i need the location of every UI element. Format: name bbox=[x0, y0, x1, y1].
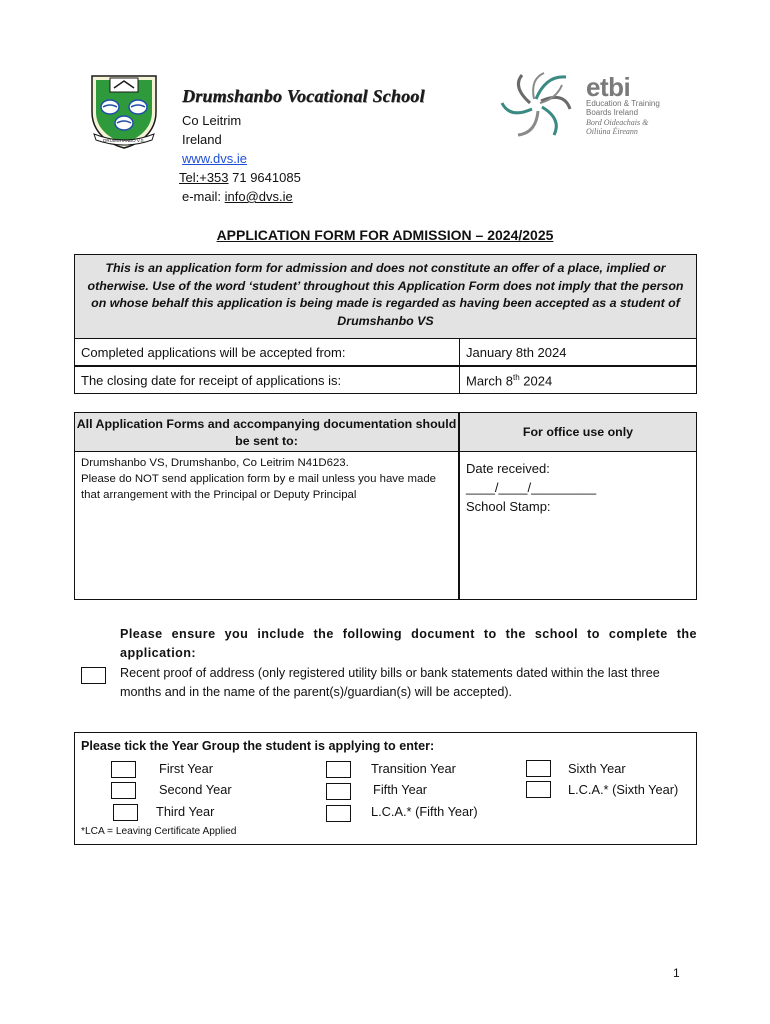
crest-motto: DRUMSHANBO V.S. bbox=[103, 138, 145, 143]
etbi-swirl-logo bbox=[498, 70, 574, 140]
telephone-prefix[interactable]: Tel:+353 bbox=[179, 170, 229, 185]
accepted-from-row bbox=[74, 338, 697, 366]
email-submission-note: Please do NOT send application form by e mail unless you have made that arrangement with the Principal or Deputy Principal bbox=[81, 473, 436, 501]
fifth-year-checkbox[interactable] bbox=[326, 783, 351, 800]
year-group-title: Please tick the Year Group the student is applying to enter: bbox=[81, 739, 435, 753]
second-year-label: Second Year bbox=[159, 782, 232, 797]
address-country: Ireland bbox=[182, 132, 222, 147]
send-to-table bbox=[74, 412, 697, 600]
email-prefix: e-mail: bbox=[182, 189, 225, 204]
etbi-name-irish-1: Bord Oideachais & bbox=[586, 118, 649, 127]
lca-sixth-year-checkbox[interactable] bbox=[526, 781, 551, 798]
school-name: Drumshanbo Vocational School bbox=[182, 86, 425, 106]
date-received-field[interactable]: ____/____/_________ bbox=[466, 480, 597, 495]
email bbox=[182, 187, 293, 206]
website-link[interactable]: www.dvs.ie bbox=[182, 151, 248, 166]
first-year-checkbox[interactable] bbox=[111, 761, 136, 778]
closing-date-value: March 8th 2024 bbox=[466, 373, 553, 389]
first-year-label: First Year bbox=[159, 761, 214, 776]
sixth-year-label: Sixth Year bbox=[568, 761, 626, 776]
page-number: 1 bbox=[673, 966, 680, 980]
form-title: APPLICATION FORM FOR ADMISSION – 2024/2025 bbox=[216, 227, 554, 243]
send-to-details bbox=[81, 455, 453, 503]
closing-date-row bbox=[74, 366, 697, 394]
etbi-wordmark: etbi bbox=[586, 72, 631, 102]
etbi-name-line-1: Education & Training bbox=[586, 99, 660, 108]
lca-fifth-year-label: L.C.A.* (Fifth Year) bbox=[371, 804, 478, 819]
fifth-year-label: Fifth Year bbox=[373, 782, 428, 797]
third-year-checkbox[interactable] bbox=[113, 804, 138, 821]
lca-sixth-year-label: L.C.A.* (Sixth Year) bbox=[568, 782, 679, 797]
etbi-name-line-2: Boards Ireland bbox=[586, 108, 639, 117]
accepted-from-value: January 8th 2024 bbox=[466, 345, 567, 360]
send-to-heading: All Application Forms and accompanying documentation should be sent to: bbox=[76, 417, 457, 448]
transition-year-label: Transition Year bbox=[371, 761, 456, 776]
proof-of-address-checkbox[interactable] bbox=[81, 667, 106, 684]
column-divider bbox=[458, 413, 460, 599]
office-use-fields bbox=[466, 459, 691, 516]
telephone-number: 71 9641085 bbox=[228, 170, 301, 185]
proof-of-address-text: Recent proof of address (only registered utility bills or bank statements dated within the last three months and in the name of the parent(s)/guardian(s) will be accepted). bbox=[120, 666, 660, 699]
school-stamp-label: School Stamp: bbox=[466, 499, 551, 514]
telephone bbox=[179, 168, 301, 187]
office-use-heading: For office use only bbox=[522, 425, 634, 439]
school-crest-logo bbox=[88, 72, 160, 150]
school-postal-address: Drumshanbo VS, Drumshanbo, Co Leitrim N41D623. bbox=[81, 457, 349, 469]
sixth-year-checkbox[interactable] bbox=[526, 760, 551, 777]
accepted-from-label: Completed applications will be accepted from: bbox=[75, 339, 460, 365]
lca-footnote: *LCA = Leaving Certificate Applied bbox=[81, 826, 237, 837]
third-year-label: Third Year bbox=[156, 804, 215, 819]
date-received-label: Date received: bbox=[466, 461, 550, 476]
etbi-name-irish-2: Oiliúna Éireann bbox=[586, 127, 638, 136]
disclaimer-box: This is an application form for admission and does not constitute an offer of a place, implied or otherwise. Use of the word ‘student’ throughout this Application Form does not imply that the person on whose behalf this application is being made is regarded as having been accepted as a student of Drumshanbo VS bbox=[74, 254, 697, 339]
email-link[interactable]: info@dvs.ie bbox=[224, 189, 293, 204]
address-county: Co Leitrim bbox=[182, 113, 242, 128]
second-year-checkbox[interactable] bbox=[111, 782, 136, 799]
transition-year-checkbox[interactable] bbox=[326, 761, 351, 778]
lca-fifth-year-checkbox[interactable] bbox=[326, 805, 351, 822]
closing-date-label: The closing date for receipt of applications is: bbox=[75, 367, 460, 393]
documents-instruction: Please ensure you include the following document to the school to complete the application: bbox=[120, 627, 697, 660]
